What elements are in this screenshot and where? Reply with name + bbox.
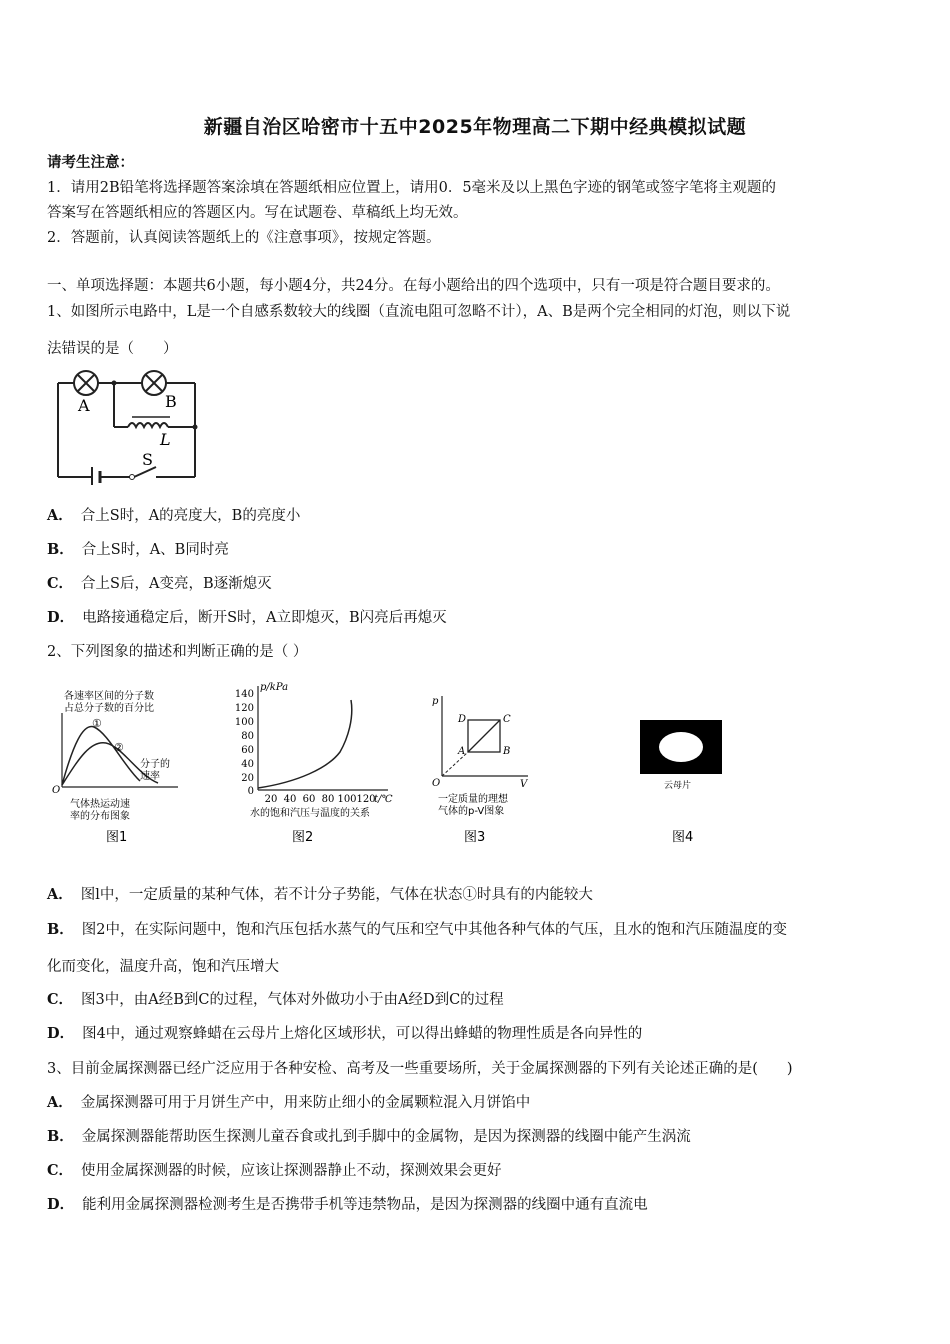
option-text: 图4中，通过观察蜂蜡在云母片上熔化区域形状，可以得出蜂蜡的物理性质是各向异性的 xyxy=(82,1026,643,1042)
fig1-curve-1-label: ① xyxy=(92,717,102,730)
option-text: 图3中，由A经B到C的过程，气体对外做功小于由A经D到C的过程 xyxy=(81,992,504,1008)
switch-contact xyxy=(130,475,135,480)
fig3-point-a: A xyxy=(458,746,466,757)
option-text: 化而变化，温度升高，饱和汽压增大 xyxy=(47,959,279,975)
q1-stem: 1、如图所示电路中，L是一个自感系数较大的线圈（直流电阻可忽略不计），A、B是两个完全相同的灯泡，则以下说 xyxy=(47,304,791,320)
fig4-melted-area xyxy=(659,732,703,762)
q3-option-a xyxy=(47,1093,907,1113)
fig4-label: 云母片 xyxy=(664,781,692,791)
q3-stem: 3、目前金属探测器已经广泛应用于各种安检、高考及一些重要场所，关于金属探测器的下列有关论述正确的是( ) xyxy=(47,1061,793,1077)
fig3-caption: 图3 xyxy=(464,830,486,845)
notice-heading: 请考生注意： xyxy=(47,154,134,171)
notice-item: 答案写在答题纸相应的答题区内。写在试题卷、草稿纸上均无效。 xyxy=(47,205,468,221)
fig1-xlabel: 分子的 xyxy=(140,759,170,770)
fig3-p-label: p xyxy=(432,696,439,707)
fig2-desc: 水的饱和汽压与温度的关系 xyxy=(250,808,370,819)
fig3-desc: 一定质量的理想 xyxy=(438,794,508,805)
fig1-origin: O xyxy=(52,785,61,796)
option-letter: C． xyxy=(47,1162,74,1179)
figure-2 xyxy=(228,678,408,850)
option-letter: D． xyxy=(47,1025,75,1042)
fig3-origin: O xyxy=(432,778,441,789)
q1-option-d xyxy=(47,608,907,628)
q3-option-c xyxy=(47,1161,907,1181)
notice-item: 1．请用2B铅笔将选择题答案涂填在答题纸相应位置上，请用0．5毫米及以上黑色字迹的钢笔或签字笔将主观题的 xyxy=(47,180,777,196)
option-letter: B． xyxy=(47,921,74,938)
fig3-diagonal xyxy=(468,720,500,752)
fig1-curve-2-label: ② xyxy=(114,741,124,754)
q1-option-a xyxy=(47,506,907,526)
option-text: 合上S时，A的亮度大，B的亮度小 xyxy=(80,508,301,524)
inductor-label: L xyxy=(160,430,171,449)
section-heading: 一、单项选择题：本题共6小题，每小题4分，共24分。在每小题给出的四个选项中，只有一项是符合题目要求的。 xyxy=(47,278,780,294)
q2-option-b xyxy=(47,920,907,940)
fig2-y-tick: 100 xyxy=(234,717,254,728)
option-letter: A． xyxy=(47,886,73,903)
circuit-diagram xyxy=(50,365,210,485)
fig3-v-label: V xyxy=(520,779,528,790)
fig2-y-tick: 140 xyxy=(234,689,254,700)
q2-option-c xyxy=(47,990,907,1010)
fig2-x-tick: 60 xyxy=(302,794,316,805)
inductor-coil-icon xyxy=(128,423,168,427)
fig2-x-tick: 80 xyxy=(321,794,335,805)
figure-4 xyxy=(636,716,726,850)
option-letter: C． xyxy=(47,991,74,1008)
fig2-curve xyxy=(258,700,352,788)
option-text: 合上S后，A变亮，B逐渐熄灭 xyxy=(81,576,272,592)
fig2-caption: 图2 xyxy=(292,830,314,845)
q2-option-d xyxy=(47,1024,907,1044)
option-text: 电路接通稳定后，断开S时，A立即熄灭，B闪亮后再熄灭 xyxy=(82,610,447,626)
fig3-point-d: D xyxy=(458,714,467,725)
fig2-ylabel: p/kPa xyxy=(260,682,289,693)
fig1-curve-1 xyxy=(62,727,140,785)
fig2-y-tick: 120 xyxy=(234,703,254,714)
option-letter: A． xyxy=(47,1094,73,1111)
q2-stem: 2、下列图象的描述和判断正确的是（ ） xyxy=(47,644,308,660)
q1-option-b xyxy=(47,540,907,560)
option-text: 金属探测器可用于月饼生产中，用来防止细小的金属颗粒混入月饼馅中 xyxy=(80,1095,531,1111)
junction-dot xyxy=(112,381,117,386)
option-letter: B． xyxy=(47,1128,74,1145)
q1-stem: 法错误的是（ ） xyxy=(47,341,178,357)
lamp-a-label: A xyxy=(78,396,90,415)
option-text: 图l中，一定质量的某种气体，若不计分子势能，气体在状态①时具有的内能较大 xyxy=(80,887,593,903)
figure-3 xyxy=(428,690,538,850)
fig3-desc: 气体的p-V图象 xyxy=(438,806,505,817)
fig2-x-tick: 120 xyxy=(356,794,376,805)
q3-option-b xyxy=(47,1127,907,1147)
lamp-b-label: B xyxy=(165,392,177,411)
fig2-y-tick: 0 xyxy=(247,786,254,797)
fig1-caption: 图1 xyxy=(106,830,128,845)
notice-item: 2．答题前，认真阅读答题纸上的《注意事项》，按规定答题。 xyxy=(47,230,441,246)
option-letter: A． xyxy=(47,507,73,524)
option-letter: D． xyxy=(47,1196,75,1213)
q2-option-b-cont xyxy=(47,957,907,977)
q2-option-a xyxy=(47,885,907,905)
option-text: 金属探测器能帮助医生探测儿童吞食或扎到手脚中的金属物，是因为探测器的线圈中能产生涡流 xyxy=(81,1129,691,1145)
option-letter: D． xyxy=(47,609,75,626)
q3-option-d xyxy=(47,1195,907,1215)
fig3-point-c: C xyxy=(503,714,511,725)
fig2-x-tick: 40 xyxy=(283,794,297,805)
fig1-ylabel: 各速率区间的分子数 xyxy=(64,691,154,702)
fig2-x-tick: 100 xyxy=(337,794,357,805)
option-text: 合上S时，A、B同时亮 xyxy=(81,542,229,558)
option-letter: B． xyxy=(47,541,74,558)
option-letter: C． xyxy=(47,575,74,592)
fig2-y-tick: 80 xyxy=(241,731,254,742)
fig4-caption: 图4 xyxy=(672,830,694,845)
switch-label: S xyxy=(142,450,153,469)
option-text: 图2中，在实际问题中，饱和汽压包括水蒸气的气压和空气中其他各种气体的气压，且水的饱和汽压随温度的变 xyxy=(81,922,787,938)
fig1-desc: 气体热运动速 xyxy=(70,799,130,810)
option-text: 能利用金属探测器检测考生是否携带手机等违禁物品，是因为探测器的线圈中通有直流电 xyxy=(82,1197,648,1213)
page-title: 新疆自治区哈密市十五中2025年物理高二下期中经典模拟试题 xyxy=(203,116,747,138)
option-text: 使用金属探测器的时候，应该让探测器静止不动，探测效果会更好 xyxy=(81,1163,502,1179)
q1-option-c xyxy=(47,574,907,594)
fig1-xlabel: 速率 xyxy=(140,771,160,782)
fig1-desc: 率的分布图象 xyxy=(70,811,130,822)
fig2-x-tick: 20 xyxy=(264,794,278,805)
junction-dot xyxy=(193,425,198,430)
fig2-y-tick: 60 xyxy=(241,745,254,756)
fig2-y-tick: 20 xyxy=(241,773,254,784)
fig1-ylabel: 占总分子数的百分比 xyxy=(64,703,154,714)
fig2-xunit: t/℃ xyxy=(374,794,393,805)
fig3-point-b: B xyxy=(503,746,511,757)
figure-1 xyxy=(48,685,188,850)
fig2-y-tick: 40 xyxy=(241,759,254,770)
